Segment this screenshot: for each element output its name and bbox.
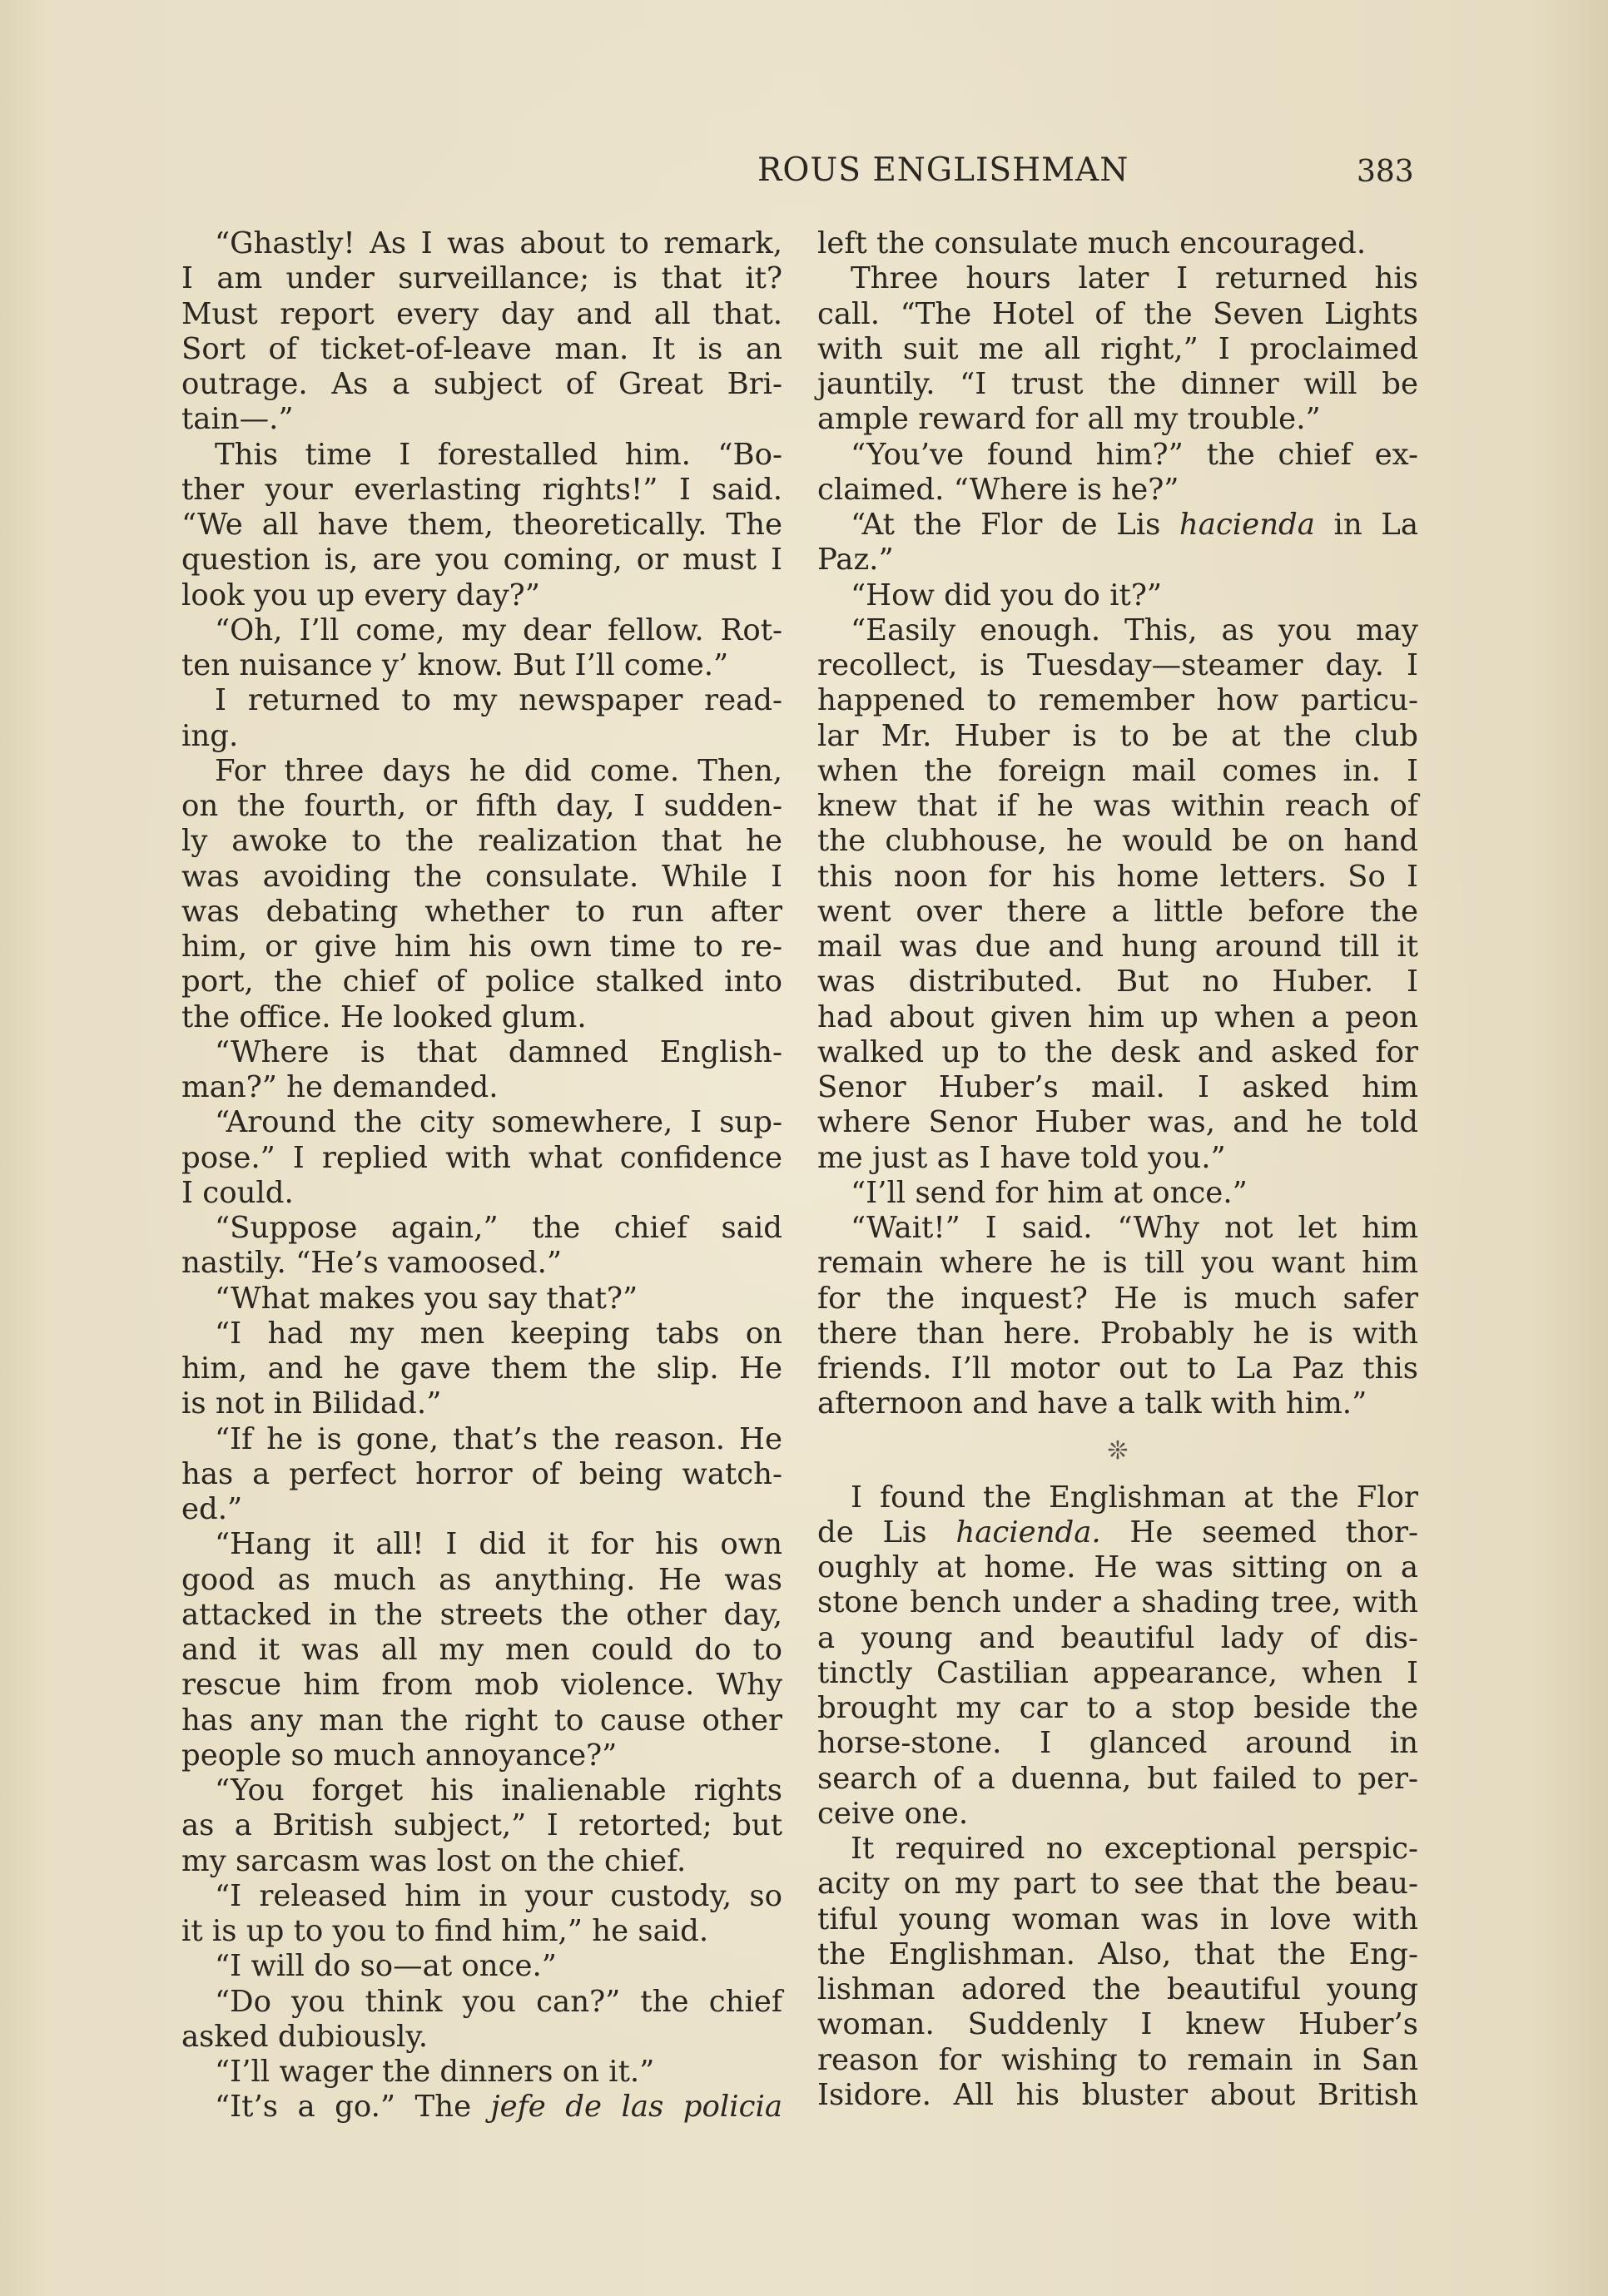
line-text: “We all have them, theoretically. The: [181, 508, 782, 542]
line-text: “Wait!” I said. “Why not let him: [851, 1211, 1418, 1245]
text-line: [181, 1246, 782, 1281]
line-text: “Suppose again,” the chief said: [215, 1211, 782, 1245]
line-text: tiful young woman was in love with: [817, 1902, 1418, 1936]
line-text: It required no exceptional perspic-: [851, 1832, 1418, 1866]
line-text: This time I forestalled him. “Bo-: [215, 437, 782, 472]
line-text: “Easily enough. This, as you may: [851, 612, 1418, 647]
text-line: [817, 1691, 1418, 1726]
text-line: [181, 1211, 782, 1246]
text-line: [817, 1317, 1418, 1351]
text-line: [817, 1972, 1418, 2007]
text-line: [181, 1738, 782, 1773]
line-text: has any man the right to cause other: [181, 1703, 782, 1738]
line-text: call. “The Hotel of the Seven Lights: [817, 296, 1418, 331]
text-line: [181, 1070, 782, 1105]
line-text: the clubhouse, he would be on hand: [817, 824, 1418, 859]
line-text: I found the Englishman at the Flor: [851, 1480, 1418, 1515]
text-line: [817, 226, 1418, 261]
text-line: [817, 438, 1418, 473]
line-text: “I’ll send for him at once.”: [851, 1175, 1248, 1210]
line-text: recollect, is Tuesday—steamer day. I: [817, 648, 1418, 682]
text-line: [817, 719, 1418, 754]
text-line: [817, 1797, 1418, 1832]
line-text: “If he is gone, that’s the reason. He: [215, 1421, 782, 1456]
line-text: is not in Bilidad.”: [181, 1386, 442, 1421]
text-line: [817, 1656, 1418, 1691]
text-line: [817, 2007, 1418, 2042]
text-line: [817, 1035, 1418, 1070]
running-header-title: ROUS ENGLISHMAN: [757, 151, 1129, 189]
text-line: [181, 261, 782, 296]
line-text: the Englishman. Also, that the Eng-: [817, 1936, 1418, 1971]
line-text: “I had my men keeping tabs on: [215, 1316, 782, 1351]
text-line: [817, 860, 1418, 895]
line-text: Senor Huber’s mail. I asked him: [817, 1070, 1418, 1104]
line-text: “Hang it all! I did it for his own: [215, 1527, 782, 1562]
text-line: [817, 1867, 1418, 1902]
text-line: [181, 332, 782, 367]
line-text: mail was due and hung around till it: [817, 930, 1418, 964]
text-line: [817, 754, 1418, 789]
line-text: reason for wishing to remain in San: [817, 2042, 1418, 2077]
line-text: “You forget his inalienable rights: [215, 1773, 782, 1808]
line-text: claimed. “Where is he?”: [817, 472, 1179, 507]
line-text: rescue him from mob violence. Why: [181, 1668, 782, 1703]
line-text: “At the Flor de Lis: [851, 508, 1179, 542]
line-text: this noon for his home letters. So I: [817, 859, 1418, 894]
text-line: [181, 1914, 782, 1949]
text-line: [817, 1211, 1418, 1246]
line-text: “I’ll wager the dinners on it.”: [215, 2055, 655, 2089]
text-column-right: [817, 226, 1418, 2113]
text-line: [181, 1035, 782, 1070]
text-line: [181, 1703, 782, 1738]
line-text: ceive one.: [817, 1796, 969, 1831]
line-text: ed.”: [181, 1492, 243, 1526]
line-text: Three hours later I returned his: [851, 261, 1418, 296]
text-line: [181, 1563, 782, 1598]
line-text: was distributed. But no Huber. I: [817, 965, 1418, 999]
line-text: man?” he demanded.: [181, 1070, 499, 1104]
text-line: [181, 1598, 782, 1633]
text-line: [181, 1492, 782, 1527]
text-line: [817, 1726, 1418, 1761]
line-text: ten nuisance y’ know. But I’ll come.”: [181, 648, 729, 682]
text-line: [817, 1621, 1418, 1656]
text-line: [181, 930, 782, 965]
italic-term: hacienda: [1179, 508, 1315, 542]
line-text: search of a duenna, but failed to per-: [817, 1761, 1418, 1796]
line-text: brought my car to a stop beside the: [817, 1691, 1418, 1725]
line-text: people so much annoyance?”: [181, 1738, 618, 1773]
text-line: [817, 1070, 1418, 1105]
line-text-after: in La: [1314, 508, 1418, 542]
line-text: port, the chief of police stalked into: [181, 965, 782, 999]
line-text: has a perfect horror of being watch-: [181, 1456, 782, 1491]
line-text: I could.: [181, 1175, 294, 1210]
line-text: lishman adored the beautiful young: [817, 1972, 1418, 2006]
line-text: when the foreign mail comes in. I: [817, 753, 1418, 788]
line-text: him, or give him his own time to re-: [181, 930, 782, 964]
line-text: “You’ve found him?” the chief ex-: [851, 437, 1418, 472]
text-line: [181, 578, 782, 613]
line-text: “How did you do it?”: [851, 578, 1162, 612]
text-line: [817, 261, 1418, 296]
text-line: [181, 1668, 782, 1703]
text-line: [817, 648, 1418, 683]
text-line: [181, 824, 782, 859]
line-text: ing.: [181, 718, 239, 753]
text-line: [817, 1141, 1418, 1176]
text-line: [181, 543, 782, 578]
line-text: there than here. Probably he is with: [817, 1316, 1418, 1351]
text-line: [181, 1527, 782, 1562]
text-line: [181, 1105, 782, 1140]
text-line: [181, 1386, 782, 1421]
line-text: asked dubiously.: [181, 2019, 429, 2054]
text-line: [181, 2055, 782, 2090]
line-text: ther your everlasting rights!” I said.: [181, 472, 782, 507]
text-line: [817, 1246, 1418, 1281]
line-text: ample reward for all my trouble.”: [817, 402, 1321, 437]
line-text: I returned to my newspaper read-: [215, 683, 782, 718]
line-text: “Oh, I’ll come, my dear fellow. Rot-: [215, 612, 782, 647]
line-text: For three days he did come. Then,: [215, 753, 782, 788]
line-text: Sort of ticket-of-leave man. It is an: [181, 331, 782, 366]
text-line: [181, 754, 782, 789]
text-line: [817, 1351, 1418, 1386]
text-line: [817, 1105, 1418, 1140]
line-text: I am under surveillance; is that it?: [181, 261, 782, 296]
text-line: [181, 226, 782, 261]
line-text: “Ghastly! As I was about to remark,: [215, 226, 782, 260]
text-line: [817, 1902, 1418, 1937]
line-text: “I released him in your custody, so: [215, 1878, 782, 1913]
text-line: [181, 367, 782, 402]
line-text: question is, are you coming, or must I: [181, 543, 782, 578]
text-line: [817, 1832, 1418, 1867]
text-line: [817, 1282, 1418, 1317]
text-line: [181, 2020, 782, 2055]
line-text: where Senor Huber was, and he told: [817, 1105, 1418, 1140]
text-line: [817, 1000, 1418, 1035]
line-text: was debating whether to run after: [181, 894, 782, 929]
text-line: [817, 613, 1418, 648]
text-line: [817, 895, 1418, 930]
text-line: [181, 438, 782, 473]
line-text: as a British subject,” I retorted; but: [181, 1808, 782, 1843]
text-line: [817, 1937, 1418, 1972]
line-text: “What makes you say that?”: [215, 1281, 638, 1316]
line-text: look you up every day?”: [181, 578, 540, 612]
text-line: [817, 508, 1418, 543]
text-line: [181, 1633, 782, 1668]
text-line: [817, 2078, 1418, 2113]
text-line: [817, 1480, 1418, 1515]
line-text: afternoon and have a talk with him.”: [817, 1386, 1367, 1421]
text-line: [817, 297, 1418, 332]
text-line: [181, 1879, 782, 1914]
line-text: “Where is that damned English-: [215, 1034, 782, 1069]
text-line: [181, 1351, 782, 1386]
text-line: [817, 1176, 1418, 1211]
text-line: [181, 613, 782, 648]
text-line: [817, 683, 1418, 718]
text-line: [817, 1550, 1418, 1585]
line-text: lar Mr. Huber is to be at the club: [817, 718, 1418, 753]
text-line: [181, 1176, 782, 1211]
line-text: left the consulate much encouraged.: [817, 226, 1367, 260]
line-text: de Lis: [817, 1515, 956, 1550]
text-line: [181, 1949, 782, 1984]
line-text: a young and beautiful lady of dis-: [817, 1620, 1418, 1655]
line-text: outrage. As a subject of Great Bri-: [181, 367, 782, 401]
text-line: [181, 860, 782, 895]
line-text: friends. I’ll motor out to La Paz this: [817, 1351, 1418, 1386]
text-line: [817, 473, 1418, 508]
line-text: woman. Suddenly I knew Huber’s: [817, 2007, 1418, 2042]
line-text: for the inquest? He is much safer: [817, 1281, 1418, 1316]
text-line: [817, 965, 1418, 999]
line-text: was avoiding the consulate. While I: [181, 859, 782, 894]
text-line: [181, 297, 782, 332]
italic-term: hacienda.: [955, 1515, 1101, 1550]
text-line: [817, 789, 1418, 824]
line-text: “It’s a go.” The: [215, 2090, 491, 2125]
text-line: [181, 895, 782, 930]
text-line: [181, 473, 782, 508]
text-line: [181, 1985, 782, 2020]
text-line: [181, 1422, 782, 1457]
line-text: and it was all my men could do to: [181, 1633, 782, 1667]
line-text: happened to remember how particu-: [817, 683, 1418, 718]
line-text: jauntily. “I trust the dinner will be: [817, 367, 1418, 401]
line-text: tinctly Castilian appearance, when I: [817, 1655, 1418, 1690]
text-line: [181, 1808, 782, 1843]
text-line: [817, 367, 1418, 402]
line-text-after: He seemed thor-: [1100, 1515, 1418, 1550]
line-text: nastily. “He’s vamoosed.”: [181, 1246, 563, 1281]
text-line: [817, 402, 1418, 437]
text-line: [181, 719, 782, 754]
line-text: him, and he gave them the slip. He: [181, 1351, 782, 1386]
line-text: “Do you think you can?” the chief: [215, 1984, 782, 2019]
line-text: ly awoke to the realization that he: [181, 824, 782, 859]
text-line: [181, 1773, 782, 1808]
text-line: [817, 1585, 1418, 1620]
text-line: [181, 789, 782, 824]
text-line: [181, 1317, 782, 1351]
text-line: [817, 543, 1418, 578]
line-text: “Around the city somewhere, I sup-: [215, 1105, 782, 1140]
line-text: pose.” I replied with what confidence: [181, 1140, 782, 1175]
line-text: Must report every day and all that.: [181, 296, 782, 331]
line-text: it is up to you to find him,” he said.: [181, 1914, 709, 1948]
line-text: on the fourth, or fifth day, I sudden-: [181, 789, 782, 823]
text-line: [181, 683, 782, 718]
text-line: [817, 332, 1418, 367]
italic-phrase: jefe de las policia: [490, 2090, 783, 2125]
text-line: [817, 824, 1418, 859]
text-line: [817, 1515, 1418, 1550]
line-text: knew that if he was within reach of: [817, 789, 1418, 823]
line-text: tain—.”: [181, 402, 294, 437]
line-text: the office. He looked glum.: [181, 999, 587, 1034]
line-text: remain where he is till you want him: [817, 1246, 1418, 1281]
text-line: [181, 2090, 782, 2125]
text-line: [181, 508, 782, 543]
line-text: had about given him up when a peon: [817, 999, 1418, 1034]
text-line: [817, 930, 1418, 965]
line-text: Paz.”: [817, 543, 894, 578]
line-text: with suit me all right,” I proclaimed: [817, 331, 1418, 366]
line-text: stone bench under a shading tree, with: [817, 1585, 1418, 1620]
line-text: horse-stone. I glanced around in: [817, 1726, 1418, 1761]
line-text: Isidore. All his bluster about British: [817, 2077, 1418, 2112]
line-text: my sarcasm was lost on the chief.: [181, 1843, 687, 1878]
line-text: me just as I have told you.”: [817, 1140, 1226, 1175]
text-line: [181, 1457, 782, 1492]
text-line: [817, 578, 1418, 613]
text-column-left: [181, 226, 782, 2125]
text-line: [181, 1141, 782, 1176]
text-line: [181, 965, 782, 999]
page-number: 383: [1357, 155, 1414, 189]
line-text: acity on my part to see that the beau-: [817, 1867, 1418, 1902]
text-line: [817, 1386, 1418, 1421]
line-text: “I will do so—at once.”: [215, 1949, 557, 1984]
section-break-ornament: ❊: [1107, 1436, 1129, 1465]
line-text: walked up to the desk and asked for: [817, 1034, 1418, 1069]
text-line: [181, 1844, 782, 1879]
text-line: [817, 2043, 1418, 2078]
text-line: [181, 648, 782, 683]
line-text: went over there a little before the: [817, 894, 1418, 929]
line-text: oughly at home. He was sitting on a: [817, 1550, 1418, 1584]
text-line: [817, 1762, 1418, 1797]
line-text: good as much as anything. He was: [181, 1562, 782, 1597]
text-line: [181, 1000, 782, 1035]
text-line: [181, 1282, 782, 1317]
line-text: attacked in the streets the other day,: [181, 1597, 782, 1632]
text-line: [181, 402, 782, 437]
